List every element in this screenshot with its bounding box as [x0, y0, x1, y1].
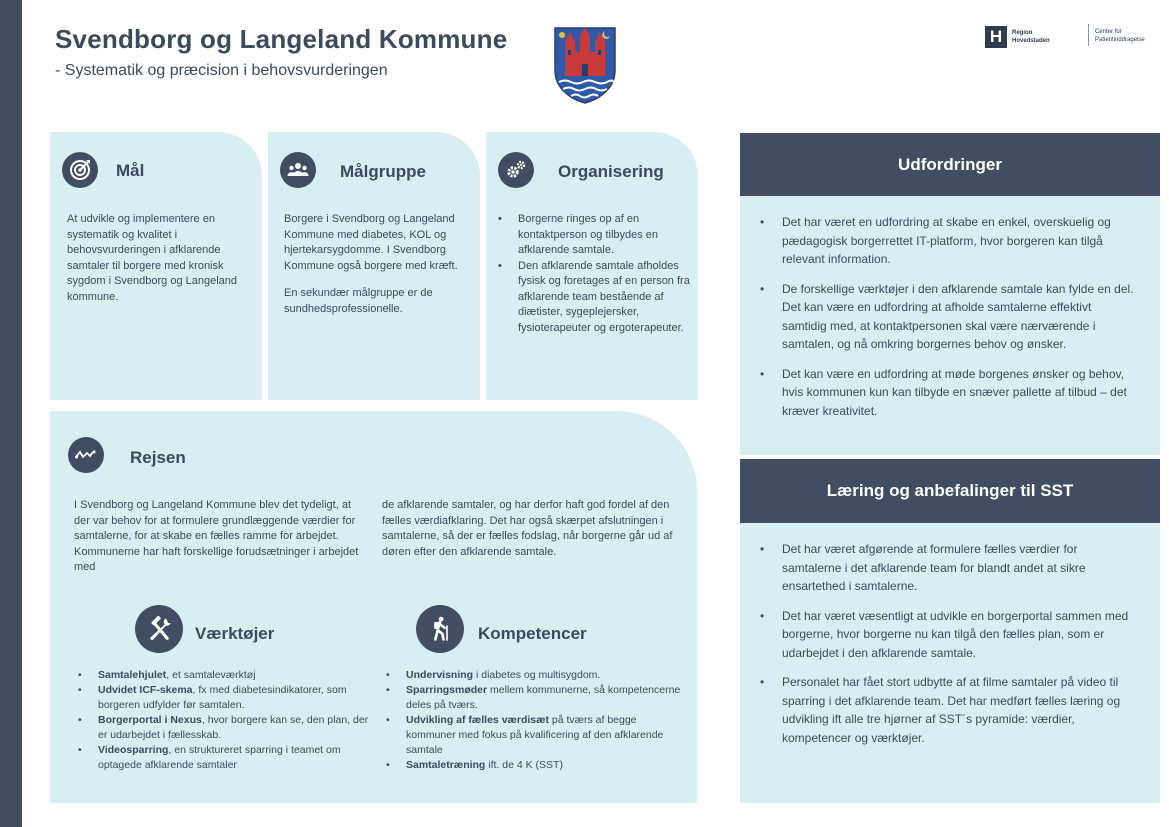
card-title-organisering: Organisering	[558, 162, 664, 181]
udfordringer-header: Udfordringer	[740, 133, 1160, 196]
list-item: • Det kan være en udfordring at møde borgenes ønsker og behov, hvis kommunen kun kan tilbyde en snæver pallette af tilbud – det kræver kreativitet.	[760, 365, 1138, 421]
list-item: • Videosparring, en struktureret sparring i teamet om optagede afklarende samtaler	[76, 743, 372, 773]
hiker-icon	[416, 605, 464, 653]
list-item: • Det har været en udfordring at skabe en enkel, overskuelig og pædagogisk borgerrettet IT-platform, hvor borgeren kan tilgå relevant information.	[760, 213, 1138, 269]
card-title-malgruppe: Målgruppe	[340, 162, 426, 181]
rejsen-text-col1: I Svendborg og Langeland Kommune blev det tydeligt, at der var behov for at formulere grundlæggende værdier for samtalerne, for at skabe en fælles ramme for arbejdet. Kommunerne har haft forskellige forudsætninger i arbejdet med	[74, 499, 359, 573]
coat-of-arms-icon	[553, 26, 617, 104]
list-item: • Den afklarende samtale afholdes fysisk og foretages af en person fra afklarende team bestående af diætister, sygeplejersker, fysioterapeuter og ergoterapeuter.	[496, 259, 692, 337]
rejsen-text-col2: de afklarende samtaler, og har derfor haft god fordel af den fælles værdiafklaring. Det har også skærpet afslutningen i samtalerne, så der er fælles fodslag, når borgerne går ud af døren efter den afklarende samtale.	[382, 499, 673, 558]
kompetencer-list	[384, 668, 684, 773]
card-title-vaerktojer: Værktøjer	[195, 624, 275, 643]
tools-icon	[135, 605, 183, 653]
list-item: • Udvikling af fælles værdisæt på tværs af begge kommuner med fokus på kvalificering af den afklarende samtale	[384, 713, 684, 758]
list-item: • Det har været afgørende at formulere fælles værdier for samtalerne i det afklarende team for blandt andet at sikre ensartethed i samtalerne.	[760, 540, 1138, 596]
vaerktojer-list	[76, 668, 372, 773]
card-mal	[50, 132, 262, 400]
page-subtitle: - Systematik og præcision i behovsvurderingen	[55, 62, 388, 79]
laering-list	[760, 540, 1138, 747]
udfordringer-panel	[740, 196, 1160, 455]
list-item: • Sparringsmøder mellem kommunerne, så kompetencerne deles på tværs.	[384, 683, 684, 713]
cpi-logo-text: Center for Patientinddragelse	[1095, 29, 1145, 43]
list-item: • Personalet har fået stort udbytte af at filme samtaler på video til sparring i det afklarende team. Det har medført fælles læring og udvikling ift alle tre hjørner af SST´s pyramide: værdier, kompetencer og værktøjer.	[760, 673, 1138, 747]
card-malgruppe	[268, 132, 480, 400]
card-rejsen	[50, 411, 697, 803]
list-item: • De forskellige værktøjer i den afklarende samtale kan fylde en del. Det kan være en udfordring at afholde samtalerne effektivt samtidig med, at kontaktpersonen skal være nærværende i samtalen, og nå omkring borgernes behov og ønsker.	[760, 280, 1138, 354]
card-text-mal: At udvikle og implementere en systematik og kvalitet i behovsvurderingen i afklarende samtaler til borgere med kronisk sygdom i Svendborg og Langeland kommune.	[67, 213, 238, 303]
gears-icon	[498, 152, 534, 188]
udfordringer-list	[760, 213, 1138, 420]
region-h-icon: H	[985, 26, 1007, 48]
list-item: • Borgerportal i Nexus, hvor borgere kan se, den plan, der er udarbejdet i fællesskab.	[76, 713, 372, 743]
list-item: • Udvidet ICF-skema, fx med diabetesindikatorer, som borgeren udfylder før samtalen.	[76, 683, 372, 713]
card-title-kompetencer: Kompetencer	[478, 624, 587, 643]
malgruppe-paragraph-2: En sekundær målgruppe er de sundhedsprofessionelle.	[284, 287, 433, 315]
logo-divider	[1088, 24, 1089, 46]
list-item: • Det har været væsentligt at udvikle en borgerportal sammen med borgerne, hvor borgerne nu kan tilgå den fælles plan, som er udarbejdet i den afklarende samtale.	[760, 607, 1138, 663]
region-logo-text: Region Hovedstaden	[1012, 30, 1050, 44]
malgruppe-paragraph-1: Borgere i Svendborg og Langeland Kommune med diabetes, KOL og hjertekarsygdomme. I Svendborg Kommune også borgere med kræft.	[284, 213, 458, 272]
card-organisering	[486, 132, 698, 400]
page-title: Svendborg og Langeland Kommune	[55, 24, 508, 54]
organisering-list	[496, 212, 692, 336]
target-icon	[62, 152, 98, 188]
list-item: • Borgerne ringes op af en kontaktperson og tilbydes en afklarende samtale.	[496, 212, 692, 259]
laering-header: Læring og anbefalinger til SST	[740, 459, 1160, 523]
laering-panel	[740, 523, 1160, 803]
list-item: • Samtaletræning ift. de 4 K (SST)	[384, 758, 684, 773]
list-item: • Undervisning i diabetes og multisygdom.	[384, 668, 684, 683]
journey-icon	[68, 437, 104, 473]
card-title-mal: Mål	[116, 161, 145, 180]
card-title-rejsen: Rejsen	[130, 448, 186, 467]
people-icon	[280, 152, 316, 188]
card-text-malgruppe	[284, 212, 476, 317]
left-accent-bar	[0, 0, 22, 827]
region-hovedstaden-logo	[985, 26, 1050, 48]
list-item: • Samtalehjulet, et samtaleværktøj	[76, 668, 372, 683]
